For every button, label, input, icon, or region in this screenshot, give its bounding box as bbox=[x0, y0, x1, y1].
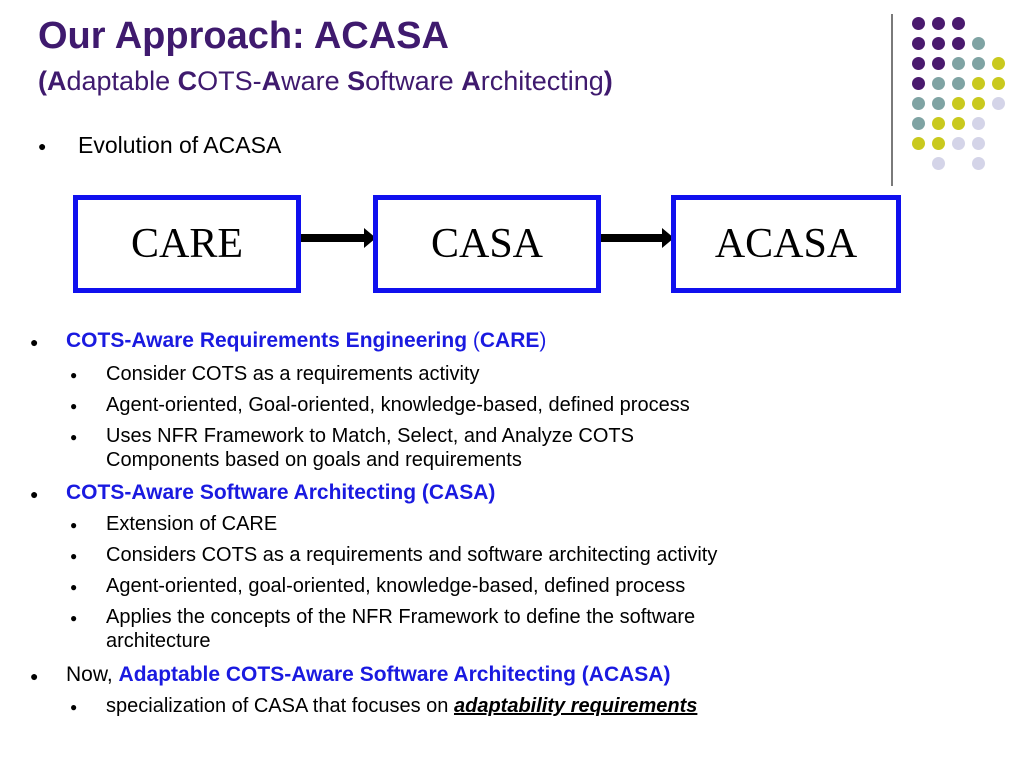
dot bbox=[932, 57, 945, 70]
dot bbox=[912, 77, 925, 90]
bullet-icon: ● bbox=[70, 580, 78, 594]
dot bbox=[912, 17, 925, 30]
arrow-care-to-casa bbox=[301, 234, 368, 242]
bullet-icon: ● bbox=[30, 486, 39, 502]
list-item: Extension of CARE bbox=[106, 513, 278, 535]
dot bbox=[932, 37, 945, 50]
slide-subtitle: (Adaptable COTS-Aware Software Architecting) bbox=[38, 66, 613, 96]
evolution-label: Evolution of ACASA bbox=[78, 132, 282, 158]
dot bbox=[972, 97, 985, 110]
list-item: specialization of CASA that focuses on adaptability requirements bbox=[106, 695, 698, 717]
bullet-icon: ● bbox=[38, 138, 47, 154]
dot bbox=[992, 77, 1005, 90]
section-heading-casa: COTS-Aware Software Architecting (CASA) bbox=[66, 481, 496, 504]
dot bbox=[972, 117, 985, 130]
bullet-icon: ● bbox=[70, 368, 78, 382]
list-item: Uses NFR Framework to Match, Select, and Analyze COTS bbox=[106, 425, 634, 447]
dot bbox=[912, 97, 925, 110]
arrow-casa-to-acasa bbox=[601, 234, 666, 242]
box-casa: CASA bbox=[373, 195, 601, 293]
dot bbox=[952, 77, 965, 90]
dot bbox=[952, 97, 965, 110]
dot bbox=[952, 37, 965, 50]
bullet-icon: ● bbox=[30, 334, 39, 350]
dot bbox=[952, 117, 965, 130]
list-item: Agent-oriented, Goal-oriented, knowledge-based, defined process bbox=[106, 394, 690, 416]
dot bbox=[952, 17, 965, 30]
bullet-icon: ● bbox=[70, 518, 78, 532]
dot bbox=[992, 57, 1005, 70]
list-item: Applies the concepts of the NFR Framework to define the software bbox=[106, 606, 696, 628]
box-acasa: ACASA bbox=[671, 195, 901, 293]
bullet-icon: ● bbox=[70, 700, 78, 714]
dot bbox=[912, 57, 925, 70]
adaptability-requirements-emphasis: adaptability requirements bbox=[453, 695, 698, 717]
bullet-icon: ● bbox=[70, 399, 78, 413]
dot bbox=[972, 157, 985, 170]
slide-title: Our Approach: ACASA bbox=[38, 15, 449, 57]
dot bbox=[932, 97, 945, 110]
dot bbox=[972, 37, 985, 50]
dot bbox=[912, 137, 925, 150]
dot bbox=[932, 137, 945, 150]
bullet-icon: ● bbox=[70, 611, 78, 625]
dot bbox=[932, 77, 945, 90]
bullet-icon: ● bbox=[30, 668, 39, 684]
list-item: Consider COTS as a requirements activity bbox=[106, 363, 480, 385]
dot bbox=[972, 57, 985, 70]
dot bbox=[952, 57, 965, 70]
dot bbox=[992, 97, 1005, 110]
dot bbox=[972, 77, 985, 90]
dot bbox=[952, 137, 965, 150]
dot bbox=[972, 137, 985, 150]
dot bbox=[932, 157, 945, 170]
list-item-continuation: architecture bbox=[106, 630, 211, 652]
decorative-divider bbox=[891, 14, 893, 186]
bullet-icon: ● bbox=[70, 430, 78, 444]
bullet-icon: ● bbox=[70, 549, 78, 563]
list-item: Agent-oriented, goal-oriented, knowledge-based, defined process bbox=[106, 575, 686, 597]
dot bbox=[932, 117, 945, 130]
list-item-continuation: Components based on goals and requirements bbox=[106, 449, 522, 471]
section-heading-acasa: Now, Adaptable COTS-Aware Software Architecting (ACASA) bbox=[66, 663, 671, 686]
dot bbox=[932, 17, 945, 30]
dot bbox=[912, 117, 925, 130]
box-care: CARE bbox=[73, 195, 301, 293]
list-item: Considers COTS as a requirements and software architecting activity bbox=[106, 544, 718, 566]
dot bbox=[912, 37, 925, 50]
section-heading-care: COTS-Aware Requirements Engineering (CARE) bbox=[66, 329, 547, 352]
